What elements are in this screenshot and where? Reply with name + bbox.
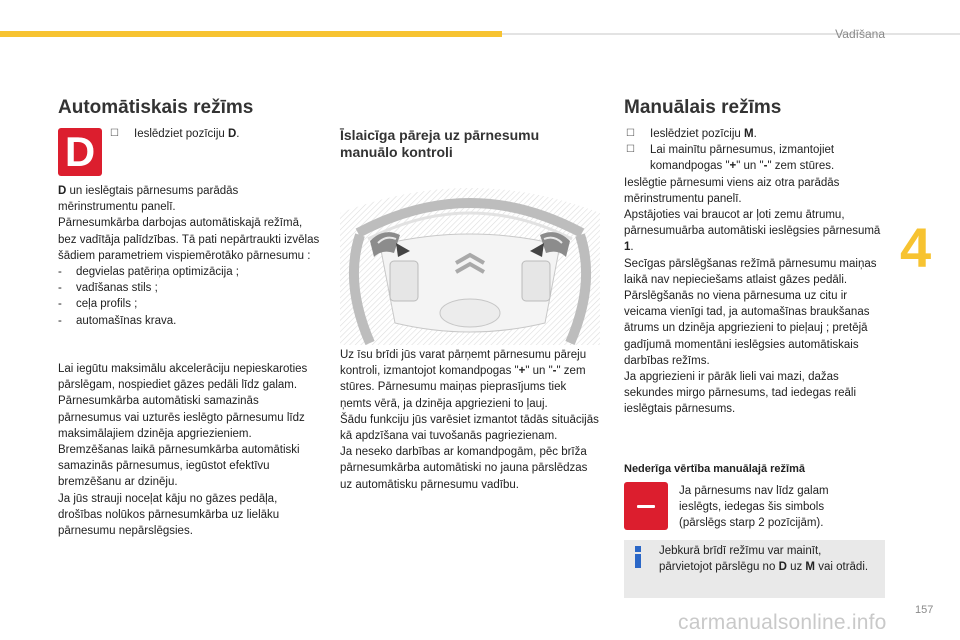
temporary-manual-body: Uz īsu brīdi jūs varat pārņemt pārnesumu pāreju kontroli, izmantojot komandpogas "+" un "-" zem stūres. Pārnesumu maiņas pieprasījums tiek ņemts vērā, ja dzinēja apgriezieni to ļauj. Šādu funkciju jūs varēsiet izmantot tādās situācijās kā apdzīšana vai tuvošanās pagriezienam. Ja neseko darbības ar komandpogām, pēc brīža pārnesumkārba automātiski no jauna pārslēdzas uz automātisku pārnesumu vadību.	[340, 349, 599, 491]
page-number: 157	[915, 604, 934, 616]
param-item: - vadīšanas stils ;	[58, 282, 158, 295]
manual-mode-heading: Manuālais režīms	[624, 97, 782, 118]
d-mode-badge: D	[58, 128, 102, 176]
param-item: - ceļa profils ;	[58, 298, 138, 311]
header-rule	[502, 33, 960, 35]
manual-bullet-2: ☐ Lai mainītu pārnesumus, izmantojiet komandpogas "+" un "-" zem stūres.	[626, 144, 835, 173]
chapter-number: 4	[900, 216, 932, 279]
manual-bullets: ☐ Ieslēdziet pozīciju M. ☐ Lai mainītu pārnesumus, izmantojiet komandpogas "+" un "-" zem stūres. Ieslēgtie pārnesumi viens aiz otra parādās mērinstrumentu panelī. Apstājoties vai braucot ar ļoti zemu ātrumu, pārnesumuārba automātiski ieslēgsies pārnesumā 1. Secīgas pārslēgšanas režīmā pārnesumu maiņas laikā nav nepieciešams atlaist gāzes pedāli. Pārslēgšanās no viena pārnesuma uz citu ir veicama vienīgi tad, ja automašīnas braukšanas ātrums un dzinēja apgriezieni to pieļauj ; pretējā gadījumā momentāni ieslēgsies automātiskais darbības režīms. Ja apgriezieni ir pārāk lieli vai mazi, dažas sekundes mirgo pārnesums, tad iedegas reāli ieslēgtais pārnesums.	[624, 126, 886, 418]
checkbox-bullet-icon: ☐	[110, 128, 119, 139]
checkbox-bullet-icon: ☐	[626, 128, 635, 139]
info-icon	[632, 546, 644, 566]
minus-icon	[637, 505, 655, 508]
checkbox-bullet-icon: ☐	[626, 144, 635, 156]
param-item: - degvielas patēriņa optimizācija ;	[58, 266, 240, 279]
auto-bullet: ☐ Ieslēdziet pozīciju D.	[108, 126, 308, 142]
invalid-value-text: Ja pārnesums nav līdz galam ieslēgts, iedegas šis simbols (pārslēgs starp 2 pozīcijām).	[679, 485, 829, 530]
auto-body: D un ieslēgtais pārnesums parādās mērinstrumentu panelī. Pārnesumkārba darbojas automātiskajā režīmā, bez vadītāja palīdzības. Tā pati nepārtraukti izvēlas šādiem parametriem vispiemērotāko pārnesumu : - degvielas patēriņa optimizācija ; - vadīšanas stils ; - ceļa profils ; - automašīnas krava.	[58, 183, 320, 329]
info-text: Jebkurā brīdī režīmu var mainīt, pārvietojot pārslēgu no D uz M vai otrādi.	[659, 545, 869, 574]
steering-wheel-illustration	[340, 173, 600, 345]
info-box	[624, 540, 885, 598]
automatic-mode-heading: Automātiskais režīms	[58, 97, 254, 118]
auto-body-2: Lai iegūtu maksimālu akcelerāciju nepieskaroties pārslēgam, nospiediet gāzes pedāli līdz galam. Pārnesumkārba automātiski samazinās pārnesumus vai uzturēs ieslēgto pārnesumu līdz maksimālajiem dzinēja apgriezieniem. Bremzēšanas laikā pārnesumkārba automātiski samazinās pārnesumus, iegūstot efektīvu bremzēšanu ar dzinēju. Ja jūs strauji noceļat kāju no gāzes pedāļa, drošības nolūkos pārnesumkārba uz lielāku pārnesumu nepārslēgsies.	[58, 363, 308, 538]
section-title: Vadīšana	[835, 27, 885, 41]
param-item: - automašīnas krava.	[58, 314, 177, 327]
auto-p2: Pārnesumkārba darbojas automātiskajā režīmā, bez vadītāja palīdzības. Tā pati nepārtraukti izvēlas šādiem parametriem vispiemērotāko pārnesumu :	[58, 217, 320, 262]
temporary-manual-heading: Īslaicīga pāreja uz pārnesumu manuālo kontroli	[340, 127, 540, 160]
watermark: carmanualsonline.info	[678, 611, 887, 634]
header-accent-bar	[0, 31, 502, 37]
invalid-gear-badge	[624, 482, 668, 530]
manual-bullet-1: ☐ Ieslēdziet pozīciju M.	[624, 126, 886, 142]
invalid-value-subheading: Nederīga vērtība manuālajā režīmā	[624, 463, 805, 475]
